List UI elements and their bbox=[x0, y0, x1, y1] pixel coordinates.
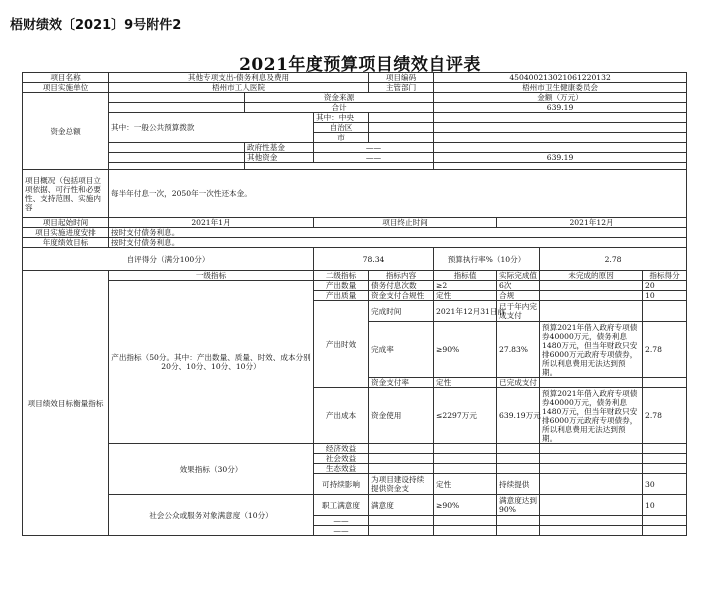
header-level1: 一级指标 bbox=[109, 271, 314, 281]
value-end-time: 2021年12月 bbox=[497, 218, 687, 228]
self-evaluation-table bbox=[22, 72, 687, 536]
content-qty: 债务付息次数 bbox=[369, 281, 434, 291]
label-other-fund: 其他资金 bbox=[245, 153, 314, 163]
row-fund-source bbox=[23, 93, 687, 103]
row-central bbox=[23, 113, 687, 123]
value-exec-rate: 2.78 bbox=[540, 248, 687, 271]
content-cost: 资金使用 bbox=[369, 388, 434, 444]
label-start-time: 项目起始时间 bbox=[23, 218, 109, 228]
label-exec-rate: 预算执行率%（10分） bbox=[434, 248, 540, 271]
actual-quality: 合规 bbox=[497, 291, 540, 301]
label-dept: 主管部门 bbox=[369, 83, 434, 93]
row-effect-econ bbox=[23, 444, 687, 454]
row-satisfaction-staff bbox=[23, 495, 687, 516]
row-total bbox=[23, 103, 687, 113]
row-output-qty bbox=[23, 281, 687, 291]
row-overview bbox=[23, 170, 687, 218]
document-title: 2021年度预算项目绩效自评表 bbox=[239, 55, 481, 75]
label-satisfaction-index: 社会公众或服务对象满意度（10分） bbox=[109, 495, 314, 536]
label-total: 合计 bbox=[245, 103, 434, 113]
value-time-1: 2021年12月31日前 bbox=[434, 301, 497, 322]
level2-quality: 产出质量 bbox=[314, 291, 369, 301]
value-total: 639.19 bbox=[434, 103, 687, 113]
value-dept: 梧州市卫生健康委员会 bbox=[434, 83, 687, 93]
actual-staff: 满意度达到90% bbox=[497, 495, 540, 516]
label-general-budget: 其中：一般公共预算拨款 bbox=[109, 113, 314, 143]
level2-qty: 产出数量 bbox=[314, 281, 369, 291]
value-time-3: 定性 bbox=[434, 378, 497, 388]
content-time-2: 完成率 bbox=[369, 322, 434, 378]
label-annual-goal: 年度绩效目标 bbox=[23, 238, 109, 248]
value-project-code: 450400213021061220132 bbox=[434, 73, 687, 83]
row-self-score bbox=[23, 248, 687, 271]
label-project-code: 项目编码 bbox=[369, 73, 434, 83]
header-value: 指标值 bbox=[434, 271, 497, 281]
value-progress: 按时支付债务利息。 bbox=[109, 228, 687, 238]
value-project-name: 其他专项支出-债务利息及费用 bbox=[109, 73, 369, 83]
value-qty: ≥2 bbox=[434, 281, 497, 291]
actual-time-1: 已于年内完成支付 bbox=[497, 301, 540, 322]
reason-cost: 预算2021年借入政府专项债券40000万元，债务利息1480万元，但当年财政只安排6000万元政府专项债券，所以利息费用无法达到预期。 bbox=[540, 388, 643, 444]
header-actual: 实际完成值 bbox=[497, 271, 540, 281]
level2-cost: 产出成本 bbox=[314, 388, 369, 444]
label-progress: 项目实施进度安排 bbox=[23, 228, 109, 238]
header-reason: 未完成的原因 bbox=[540, 271, 643, 281]
level2-dash-2: —— bbox=[314, 526, 369, 536]
level2-econ: 经济效益 bbox=[314, 444, 369, 454]
value-time-2: ≥90% bbox=[434, 322, 497, 378]
label-end-time: 项目终止时间 bbox=[314, 218, 497, 228]
row-annual-goal bbox=[23, 238, 687, 248]
value-gov-fund: —— bbox=[314, 143, 434, 153]
value-quality: 定性 bbox=[434, 291, 497, 301]
label-fund-total: 资金总额 bbox=[23, 93, 109, 170]
actual-time-3: 已完成支付 bbox=[497, 378, 540, 388]
reason-time-2: 预算2021年借入政府专项债券40000万元，债务利息1480万元，但当年财政只安排6000万元政府专项债券，所以利息费用无法达到预期。 bbox=[540, 322, 643, 378]
document-number: 梧财绩效〔2021〕9号附件2 bbox=[10, 18, 182, 33]
level2-sustain: 可持续影响 bbox=[314, 474, 369, 495]
value-other-fund-dash: —— bbox=[314, 153, 434, 163]
value-sustain: 定性 bbox=[434, 474, 497, 495]
content-time-3: 资金支付率 bbox=[369, 378, 434, 388]
actual-time-2: 27.83% bbox=[497, 322, 540, 378]
level2-time: 产出时效 bbox=[314, 301, 369, 388]
header-content: 指标内容 bbox=[369, 271, 434, 281]
score-sustain: 30 bbox=[643, 474, 687, 495]
row-gov-fund bbox=[23, 143, 687, 153]
label-impl-unit: 项目实施单位 bbox=[23, 83, 109, 93]
label-effect-index: 效果指标（30分） bbox=[109, 444, 314, 495]
score-staff: 10 bbox=[643, 495, 687, 516]
label-measure-index: 项目绩效目标衡量指标 bbox=[23, 271, 109, 536]
row-other-fund bbox=[23, 153, 687, 163]
label-region: 自治区 bbox=[314, 123, 369, 133]
content-time-1: 完成时间 bbox=[369, 301, 434, 322]
content-staff: 满意度 bbox=[369, 495, 434, 516]
label-city: 市 bbox=[314, 133, 369, 143]
content-quality: 资金支付合规性 bbox=[369, 291, 434, 301]
score-qty: 20 bbox=[643, 281, 687, 291]
level2-dash-1: —— bbox=[314, 516, 369, 526]
row-indicator-header bbox=[23, 271, 687, 281]
row-impl-unit bbox=[23, 83, 687, 93]
actual-sustain: 持续提供 bbox=[497, 474, 540, 495]
label-amount: 金额（万元） bbox=[434, 93, 687, 103]
label-central: 其中：中央 bbox=[314, 113, 369, 123]
value-overview: 每半年付息一次，2050年一次性还本金。 bbox=[109, 170, 687, 218]
value-impl-unit: 梧州市工人医院 bbox=[109, 83, 369, 93]
value-cost: ≤2297万元 bbox=[434, 388, 497, 444]
value-staff: ≥90% bbox=[434, 495, 497, 516]
value-self-score: 78.34 bbox=[314, 248, 434, 271]
row-time bbox=[23, 218, 687, 228]
score-time-2: 2.78 bbox=[643, 322, 687, 378]
label-fund-source: 资金来源 bbox=[245, 93, 434, 103]
label-self-score: 自评得分（满分100分） bbox=[23, 248, 314, 271]
value-start-time: 2021年1月 bbox=[109, 218, 314, 228]
label-overview: 项目概况（包括项目立项依据、可行性和必要性、支持范围、实施内容 bbox=[23, 170, 109, 218]
label-project-name: 项目名称 bbox=[23, 73, 109, 83]
header-score: 指标得分 bbox=[643, 271, 687, 281]
level2-social: 社会效益 bbox=[314, 454, 369, 464]
header-level2: 二级指标 bbox=[314, 271, 369, 281]
score-quality: 10 bbox=[643, 291, 687, 301]
content-sustain: 为项目建设持续提供资金支 bbox=[369, 474, 434, 495]
score-cost: 2.78 bbox=[643, 388, 687, 444]
level2-eco: 生态效益 bbox=[314, 464, 369, 474]
value-other-fund: 639.19 bbox=[434, 153, 687, 163]
actual-cost: 639.19万元 bbox=[497, 388, 540, 444]
value-annual-goal: 按时支付债务利息。 bbox=[109, 238, 687, 248]
level2-staff: 职工满意度 bbox=[314, 495, 369, 516]
label-gov-fund: 政府性基金 bbox=[245, 143, 314, 153]
label-output-index: 产出指标（50分。其中：产出数量、质量、时效、成本分别20分、10分、10分、10分） bbox=[109, 281, 314, 444]
row-project-name bbox=[23, 73, 687, 83]
row-blank bbox=[23, 163, 687, 170]
row-progress bbox=[23, 228, 687, 238]
actual-qty: 6次 bbox=[497, 281, 540, 291]
